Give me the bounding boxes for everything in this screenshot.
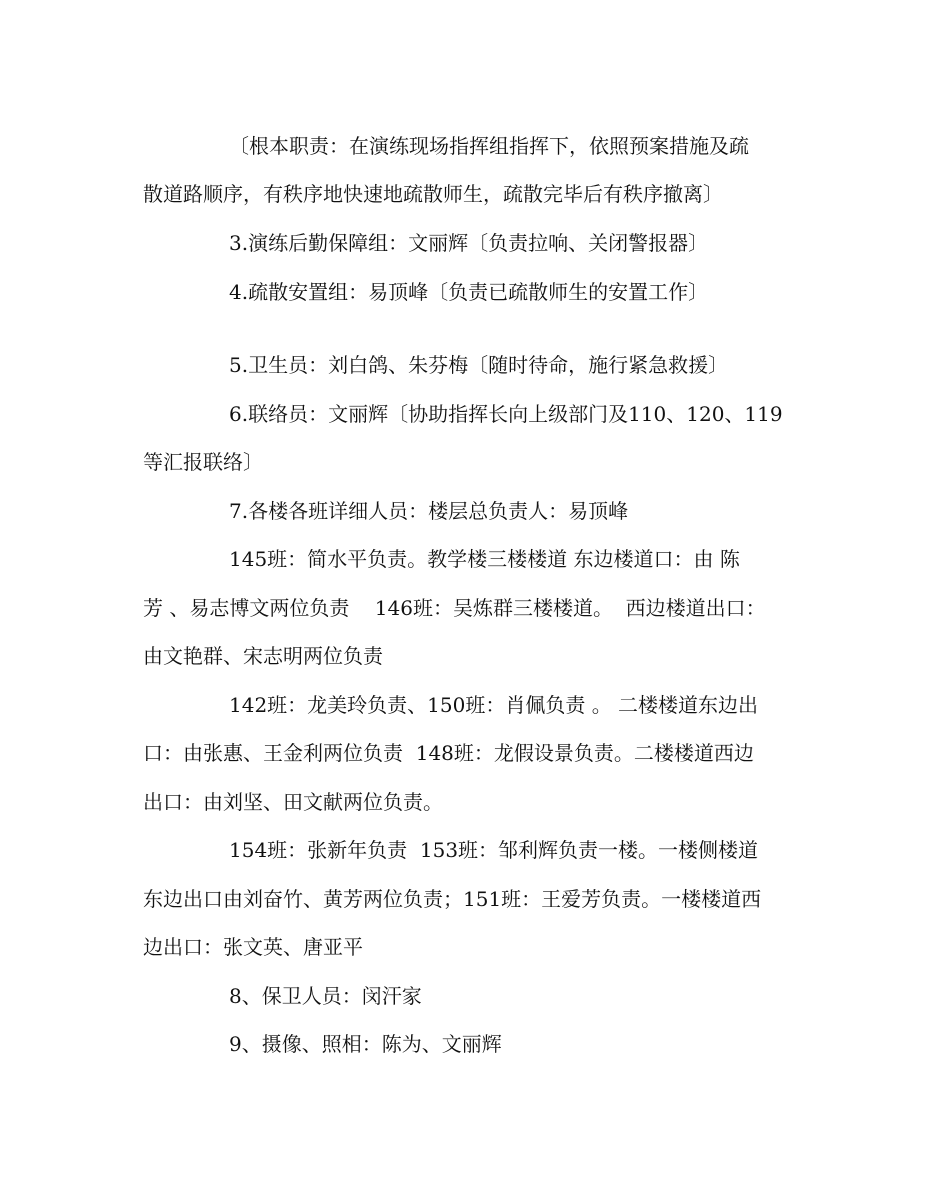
paragraph-line: 9、摄像、照相：陈为、文丽辉 <box>229 1032 502 1056</box>
paragraph-line: 7.各楼各班详细人员：楼层总负责人：易顶峰 <box>229 499 629 523</box>
paragraph-line: 等汇报联络〕 <box>143 450 263 474</box>
paragraph-line: 3.演练后勤保障组：文丽辉〔负责拉响、关闭警报器〕 <box>229 231 709 255</box>
paragraph-line: 出口：由刘坚、田文献两位负责。 <box>143 790 443 814</box>
paragraph-line: 芳 、易志博文两位负责 146班：吴炼群三楼楼道。 西边楼道出口： <box>143 596 766 620</box>
paragraph-line: 142班：龙美玲负责、150班：肖佩负责 。 二楼楼道东边出 <box>229 693 759 717</box>
paragraph-line: 8、保卫人员：闵汗家 <box>229 984 422 1008</box>
paragraph-line: 4.疏散安置组：易顶峰〔负责已疏散师生的安置工作〕 <box>229 280 709 304</box>
paragraph-line: 口：由张惠、王金利两位负责 148班：龙假设景负责。二楼楼道西边 <box>143 741 754 765</box>
paragraph-line: 东边出口由刘奋竹、黄芳两位负责；151班：王爱芳负责。一楼楼道西 <box>143 887 762 911</box>
paragraph-line: 145班：简水平负责。教学楼三楼楼道 东边楼道口：由 陈 <box>229 547 740 571</box>
paragraph-line: 154班：张新年负责 153班：邹利辉负责一楼。一楼侧楼道 <box>229 838 759 862</box>
paragraph-line: 6.联络员：文丽辉〔协助指挥长向上级部门及110、120、119 <box>229 402 783 426</box>
paragraph-line: 边出口：张文英、唐亚平 <box>143 935 363 959</box>
paragraph-line: 由文艳群、宋志明两位负责 <box>143 644 383 668</box>
paragraph-line: 5.卫生员：刘白鸽、朱芬梅〔随时待命，施行紧急救援〕 <box>229 353 729 377</box>
paragraph-line: 散道路顺序，有秩序地快速地疏散师生，疏散完毕后有秩序撤离〕 <box>143 182 723 206</box>
paragraph-line: 〔根本职责：在演练现场指挥组指挥下，依照预案措施及疏 <box>229 134 749 158</box>
